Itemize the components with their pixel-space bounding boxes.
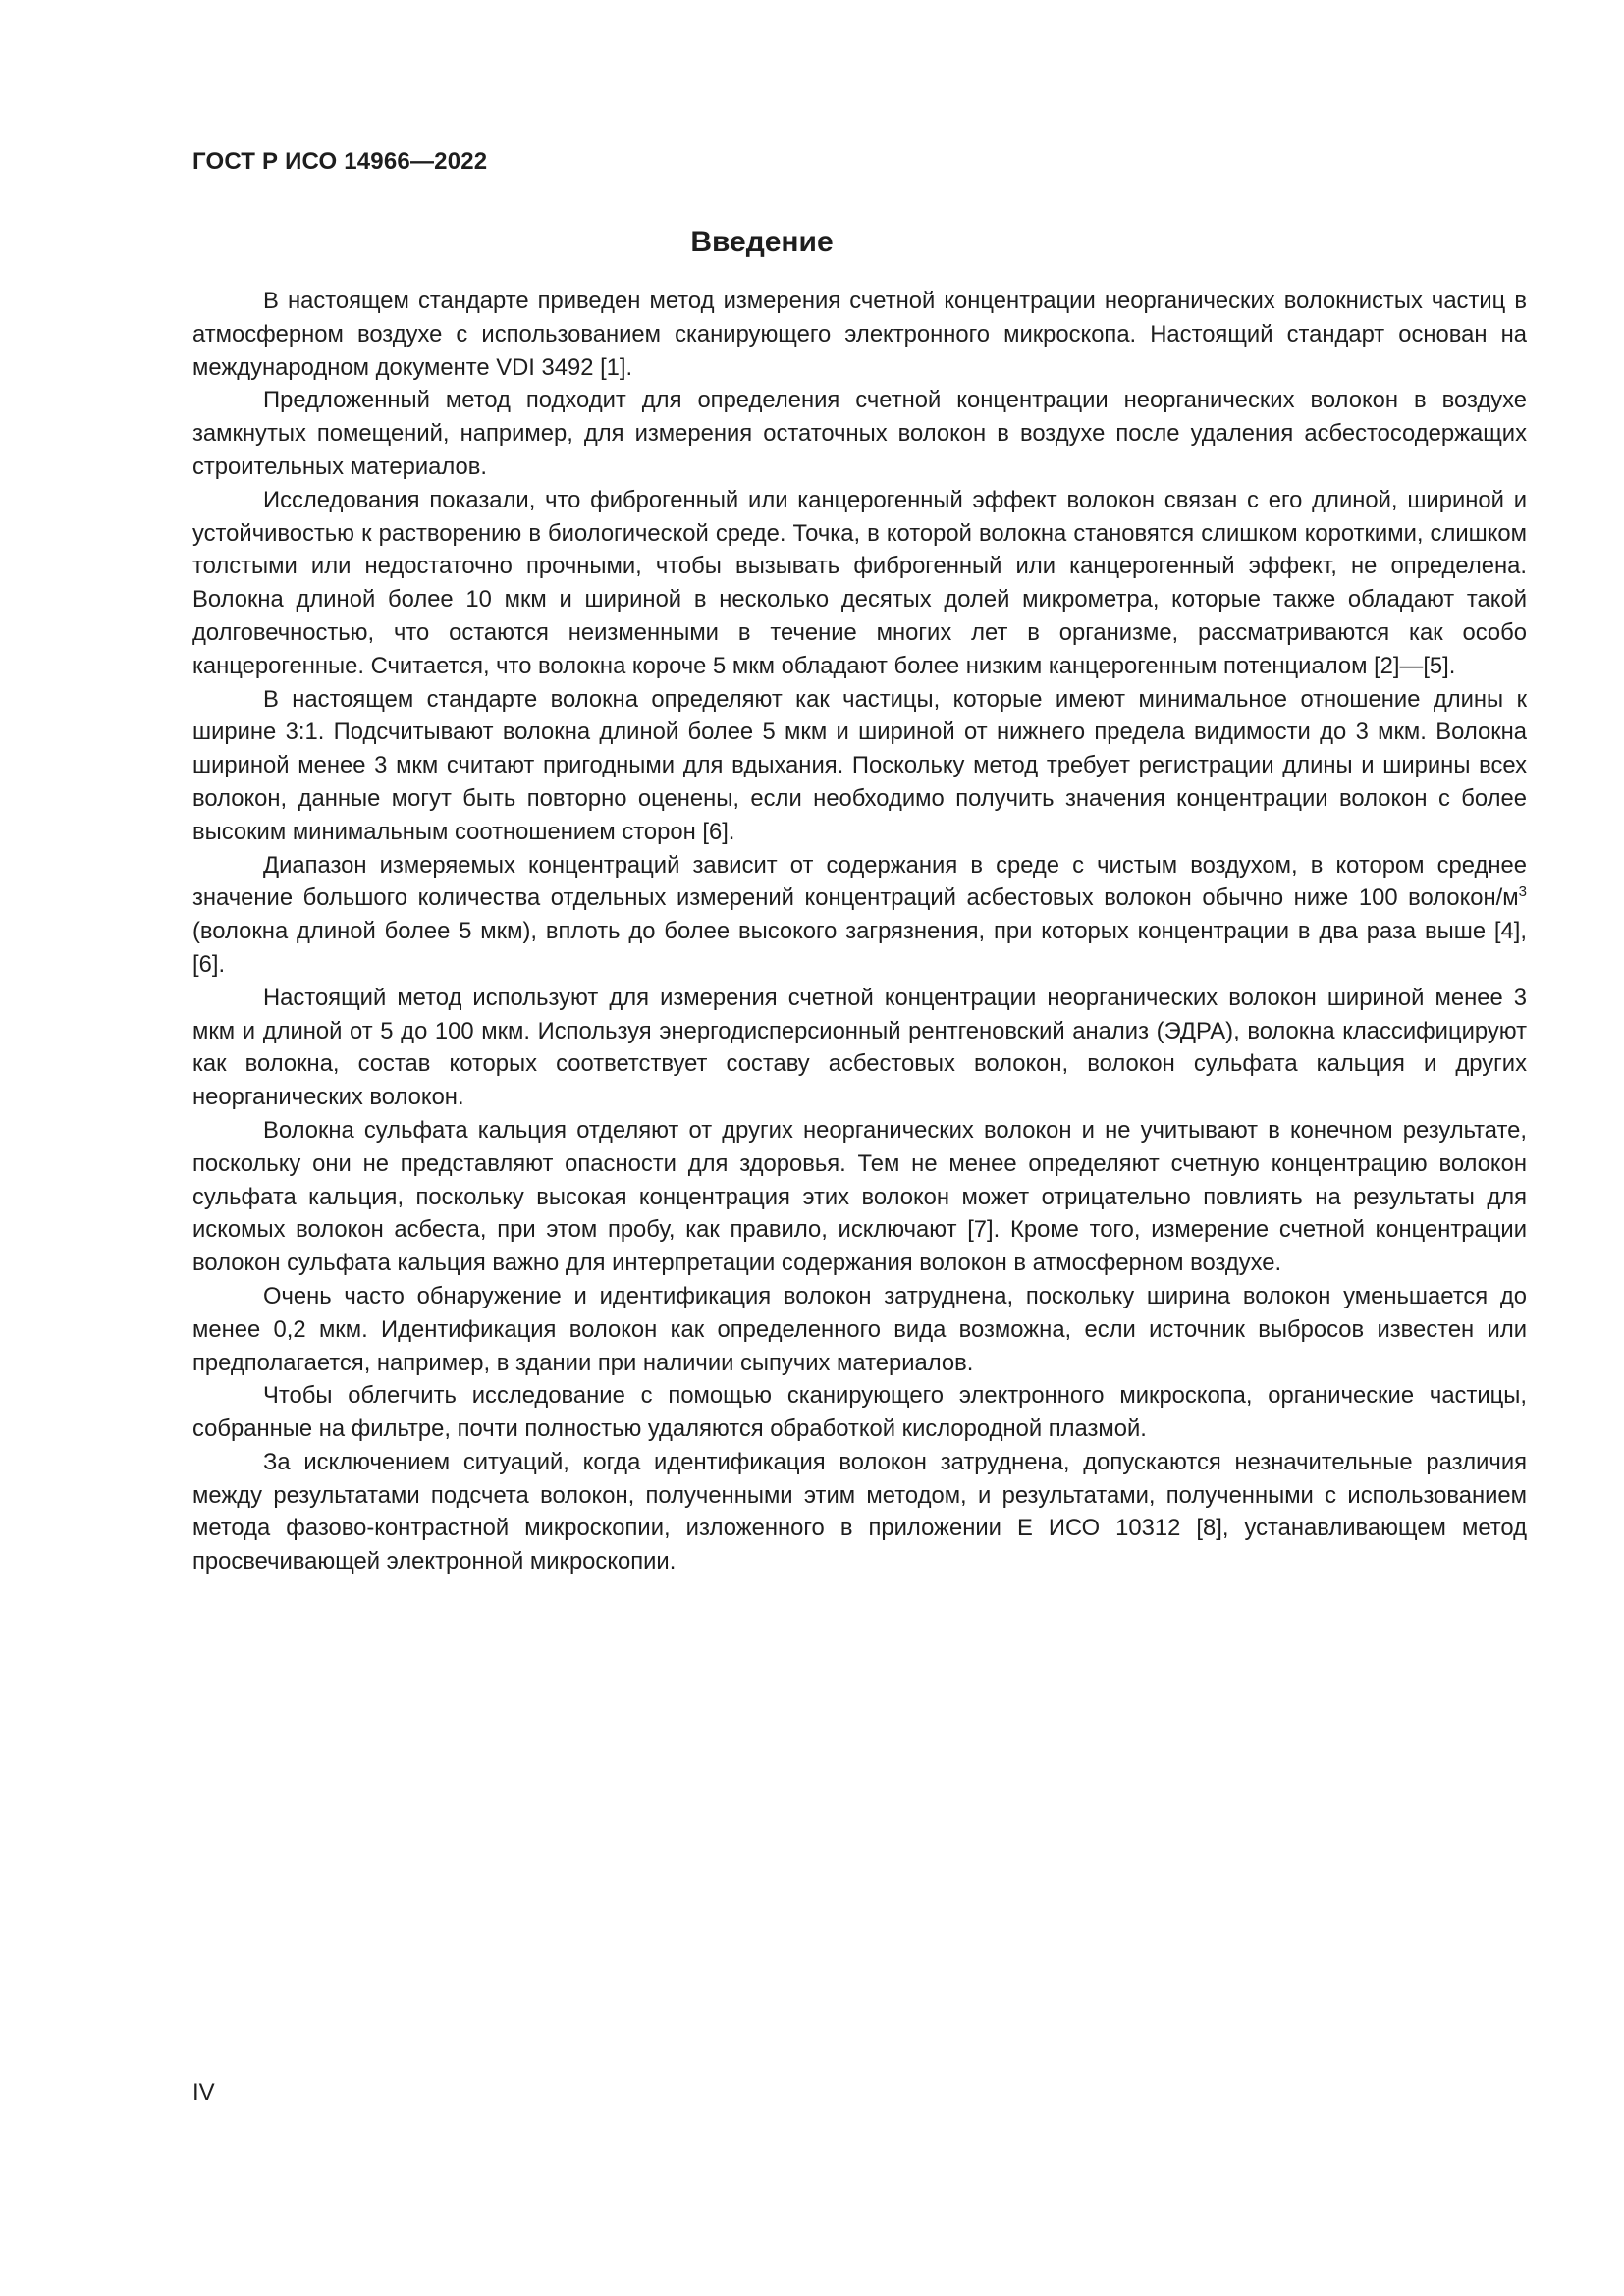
paragraph: Предложенный метод подходит для определения счетной концентрации неорганических волокон в воздухе замкнутых помещений, например, для измерения остаточных волокон в воздухе после удаления асбестосодержащих строительных материалов. bbox=[192, 387, 1527, 480]
paragraph: Чтобы облегчить исследование с помощью сканирующего электронного микроскопа, органические частицы, собранные на фильтре, почти полностью удаляются обработкой кислородной плазмой. bbox=[192, 1382, 1527, 1443]
paragraph: Настоящий метод используют для измерения счетной концентрации неорганических волокон шириной менее 3 мкм и длиной от 5 до 100 мкм. Используя энергодисперсионный рентгеновский анализ (ЭДРА), волокна классифицируют как волокна, состав которых соответствует составу асбестовых волокон, волокон сульфата кальция и других неорганических волокон. bbox=[192, 984, 1527, 1111]
superscript: 3 bbox=[1518, 883, 1527, 901]
paragraph-text-after-superscript: (волокна длиной более 5 мкм), вплоть до более высокого загрязнения, при которых концентрации в два раза выше [4], [6]. bbox=[192, 918, 1527, 978]
paragraph: В настоящем стандарте приведен метод измерения счетной концентрации неорганических волокнистых частиц в атмосферном воздухе с использованием сканирующего электронного микроскопа. Настоящий стандарт основан на международном документе VDI 3492 [1]. bbox=[192, 288, 1527, 381]
paragraph: За исключением ситуаций, когда идентификация волокон затруднена, допускаются незначительные различия между результатами подсчета волокон, полученными этим методом, и результатами, полученными с использованием метода фазово-контрастной микроскопии, изложенного в приложении Е ИСО 10312 [8], устанавливающем метод просвечивающей электронной микроскопии. bbox=[192, 1448, 1527, 1575]
paragraph: Волокна сульфата кальция отделяют от других неорганических волокон и не учитывают в конечном результате, поскольку они не представляют опасности для здоровья. Тем не менее определяют счетную концентрацию волокон сульфата кальция, поскольку высокая концентрация этих волокон может отрицательно повлиять на результаты для искомых волокон асбеста, при этом пробу, как правило, исключают [7]. Кроме того, измерение счетной концентрации волокон сульфата кальция важно для интерпретации содержания волокон в атмосферном воздухе. bbox=[192, 1116, 1527, 1277]
paragraph bbox=[192, 849, 1527, 982]
introduction-body bbox=[192, 285, 1527, 1578]
paragraph: Исследования показали, что фиброгенный или канцерогенный эффект волокон связан с его длиной, шириной и устойчивостью к растворению в биологической среде. Точка, в которой волокна становятся слишком короткими, слишком толстыми или недостаточно прочными, чтобы вызывать фиброгенный или канцерогенный эффект, не определена. Волокна длиной более 10 мкм и шириной в несколько десятых долей микрометра, которые также обладают такой долговечностью, что остаются неизменными в течение многих лет в организме, рассматриваются как особо канцерогенные. Считается, что волокна короче 5 мкм обладают более низким канцерогенным потенциалом [2]—[5]. bbox=[192, 486, 1527, 679]
document-code-header: ГОСТ Р ИСО 14966—2022 bbox=[192, 148, 488, 175]
paragraph-text-before-superscript: Диапазон измеряемых концентраций зависит от содержания в среде с чистым воздухом, в котором среднее значение большого количества отдельных измерений концентраций асбестовых волокон обычно ниже 100 волокон/м bbox=[192, 851, 1527, 912]
section-title: Введение bbox=[690, 226, 834, 258]
paragraph: В настоящем стандарте волокна определяют как частицы, которые имеют минимальное отношение длины к ширине 3:1. Подсчитывают волокна длиной более 5 мкм и шириной от нижнего предела видимости до 3 мкм. Волокна шириной менее 3 мкм считают пригодными для вдыхания. Поскольку метод требует регистрации длины и ширины всех волокон, данные могут быть повторно оценены, если необходимо получить значения концентрации волокон с более высоким минимальным соотношением сторон [6]. bbox=[192, 685, 1527, 845]
page-number: IV bbox=[192, 2079, 215, 2106]
paragraph: Очень часто обнаружение и идентификация волокон затруднена, поскольку ширина волокон уменьшается до менее 0,2 мкм. Идентификация волокон как определенного вида возможна, если источник выбросов известен или предполагается, например, в здании при наличии сыпучих материалов. bbox=[192, 1282, 1527, 1376]
